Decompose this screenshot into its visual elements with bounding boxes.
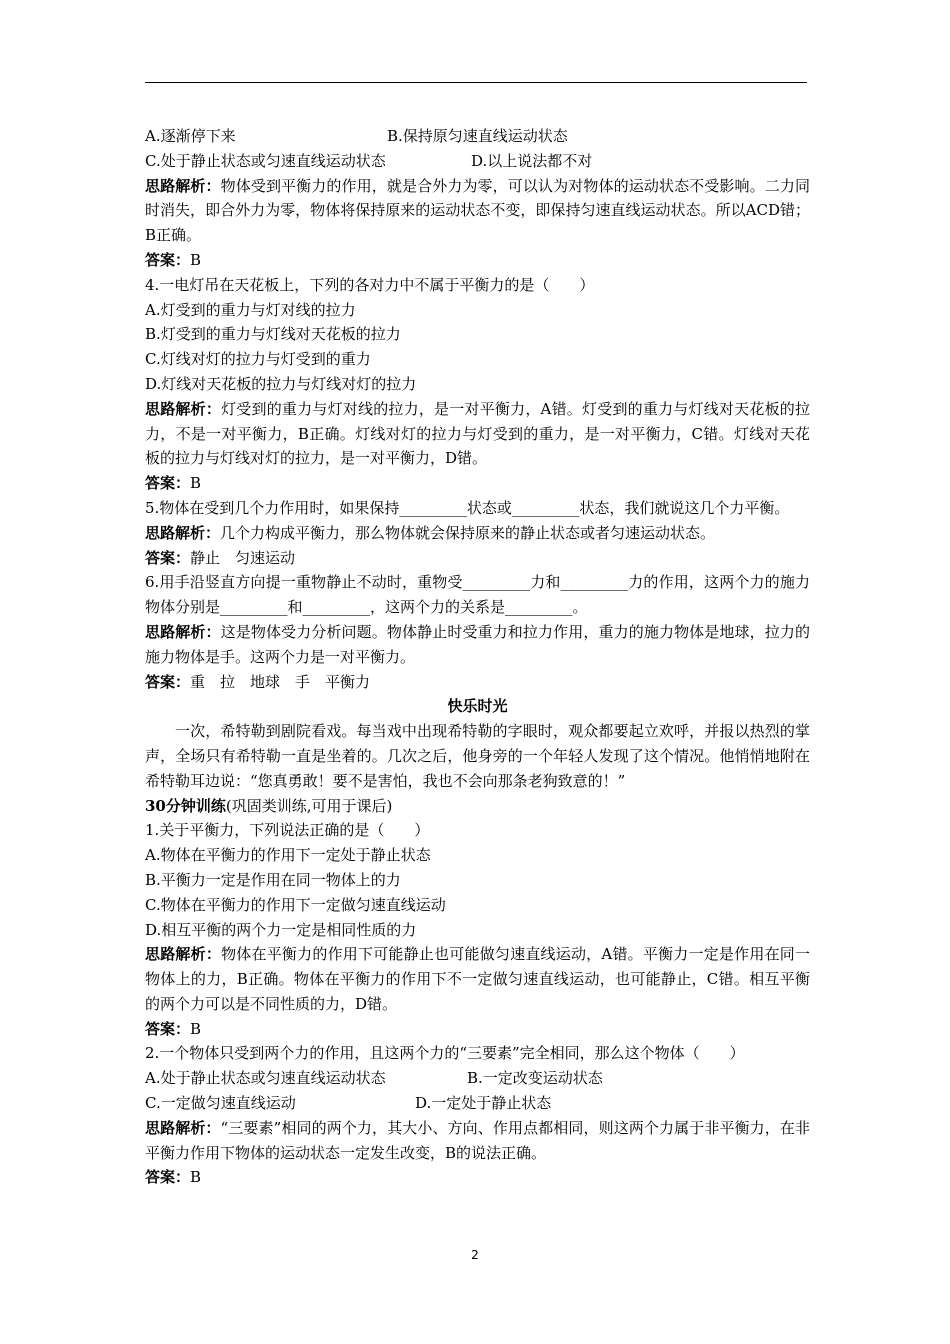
q6-answer [145,670,810,695]
answer-label: 答案： [145,474,191,493]
q4-option-c: C.灯线对灯的拉力与灯受到的重力 [145,350,371,369]
answer-label: 答案： [145,548,191,567]
q5-analysis [145,521,810,546]
analysis-label: 思路解析： [145,399,222,418]
s2-answer [145,1165,810,1190]
s2-options-row-2 [145,1091,810,1116]
q5-answer [145,546,810,571]
s1-answer [145,1017,810,1042]
s2-option-b: B.一定改变运动状态 [467,1069,603,1088]
analysis-text: 物体在平衡力的作用下可能静止也可能做匀速直线运动，A错。平衡力一定是作用在同一物体上的力，B正确。物体在平衡力的作用下不一定做匀速直线运动，也可能静止，C错。相互平衡的两个力可以是不同性质的力，D错。 [145,945,810,1013]
header-rule [145,82,807,83]
analysis-label: 思路解析： [145,945,222,964]
answer-label: 答案： [145,250,191,269]
s2-options-row-1 [145,1066,810,1091]
q3-options-row-2 [145,149,810,174]
section-title-note: (巩固类训练,可用于课后) [225,796,393,815]
answer-label: 答案： [145,1168,191,1187]
analysis-text: 几个力构成平衡力，那么物体就会保持原来的静止状态或者匀速运动状态。 [220,523,716,542]
page-body [145,124,810,1190]
analysis-text: 物体受到平衡力的作用，就是合外力为零，可以认为对物体的运动状态不受影响。二力同时消失，即合外力为零，物体将保持原来的运动状态不变，即保持匀速直线运动状态。所以ACD错；B正确。 [145,176,810,245]
answer-text: 重 拉 地球 手 平衡力 [190,672,371,691]
q4-option-a: A.灯受到的重力与灯对线的拉力 [145,300,356,319]
answer-text: 静止 匀速运动 [190,548,296,567]
analysis-text: 灯受到的重力与灯对线的拉力，是一对平衡力，A错。灯受到的重力与灯线对天花板的拉力，不是一对平衡力，B正确。灯线对灯的拉力与灯受到的重力，是一对平衡力，C错。灯线对天花板的拉力与灯线对灯的拉力，是一对平衡力，D错。 [145,399,810,468]
s1-option-c: C.物体在平衡力的作用下一定做匀速直线运动 [145,895,446,914]
s1-stem: 1.关于平衡力，下列说法正确的是（ ） [145,821,430,840]
s1-option-d: D.相互平衡的两个力一定是相同性质的力 [145,920,417,939]
q3-options-row-1 [145,124,810,149]
analysis-text: “三要素”相同的两个力，其大小、方向、作用点都相同，则这两个力属于非平衡力，在非平衡力作用下物体的运动状态一定发生改变，B的说法正确。 [145,1118,810,1162]
s2-option-a: A.处于静止状态或匀速直线运动状态 [145,1069,386,1088]
answer-label: 答案： [145,1019,191,1038]
q6-stem: 6.用手沿竖直方向提一重物静止不动时，重物受_________力和_________力的作用，这两个力的施力物体分别是_________和_________，这两个力的关系是_________。 [145,573,810,617]
answer-text: B [190,250,202,269]
answer-label: 答案： [145,672,191,691]
q3-option-a: A.逐渐停下来 [145,127,236,145]
answer-text: B [190,1019,202,1038]
s2-stem: 2.一个物体只受到两个力的作用，且这两个力的“三要素”完全相同，那么这个物体（ ） [145,1044,745,1063]
s2-option-d: D.一定处于静止状态 [415,1094,552,1113]
fun-title: 快乐时光 [447,697,508,716]
q3-option-c: C.处于静止状态或匀速直线运动状态 [145,151,386,170]
q4-option-b: B.灯受到的重力与灯线对天花板的拉力 [145,325,401,344]
analysis-label: 思路解析： [145,176,221,195]
s1-analysis [145,942,810,1016]
page-number: 2 [471,1248,479,1262]
q4-analysis [145,397,810,471]
s2-option-c: C.一定做匀速直线运动 [145,1094,296,1113]
s1-option-b: B.平衡力一定是作用在同一物体上的力 [145,870,401,889]
section-title-bold: 30分钟训练 [145,796,226,815]
q4-option-d: D.灯线对天花板的拉力与灯线对灯的拉力 [145,374,417,393]
fun-text: 一次，希特勒到剧院看戏。每当戏中出现希特勒的字眼时，观众都要起立欢呼，并报以热烈的掌声，全场只有希特勒一直是坐着的。几次之后，他身旁的一个年轻人发现了这个情况。他悄悄地附在希特勒耳边说：“您真勇敢！要不是害怕，我也不会向那条老狗致意的！” [145,722,810,790]
s1-option-a: A.物体在平衡力的作用下一定处于静止状态 [145,846,431,865]
answer-text: B [190,1168,202,1187]
analysis-text: 这是物体受力分析问题。物体静止时受重力和拉力作用，重力的施力物体是地球，拉力的施力物体是手。这两个力是一对平衡力。 [145,622,810,666]
analysis-label: 思路解析： [145,622,221,641]
q3-answer [145,248,810,273]
section-title [145,794,810,819]
q6-analysis [145,620,810,670]
q4-stem: 4.一电灯吊在天花板上，下列的各对力中不属于平衡力的是（ ） [145,275,595,294]
analysis-label: 思路解析： [145,1118,221,1137]
q4-answer [145,471,810,496]
q3-analysis [145,174,810,248]
q3-option-d: D.以上说法都不对 [471,151,593,170]
s2-analysis [145,1116,810,1166]
q3-option-b: B.保持原匀速直线运动状态 [387,127,568,145]
q5-stem: 5.物体在受到几个力作用时，如果保持_________状态或_________状态，我们就说这几个力平衡。 [145,498,790,517]
analysis-label: 思路解析： [145,523,221,542]
answer-text: B [190,474,202,493]
